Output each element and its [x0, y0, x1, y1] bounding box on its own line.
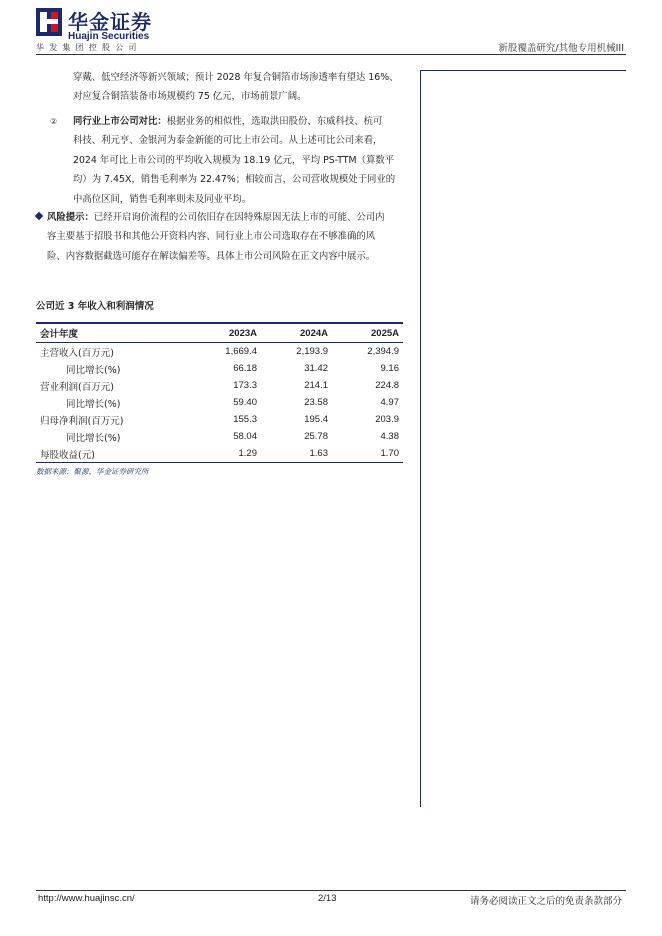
- row-label: 主营收入(百万元): [40, 347, 114, 359]
- cell-value: 9.16: [380, 363, 399, 374]
- cell-value: 203.9: [375, 414, 399, 425]
- cell-value: 1,669.4: [225, 346, 257, 357]
- table-row: [36, 394, 403, 411]
- page-number: 2/13: [318, 893, 337, 904]
- risk-lead: 风险提示：: [47, 212, 94, 223]
- cell-value: 224.8: [375, 380, 399, 391]
- peers-lead: 同行业上市公司对比：: [73, 116, 167, 127]
- footer-disclaimer: 请务必阅读正文之后的免责条款部分: [469, 896, 622, 907]
- cell-value: 23.58: [304, 397, 328, 408]
- footer-url-link[interactable]: http://www.huajinsc.cn/: [38, 893, 135, 904]
- cell-value: 1.63: [261, 445, 332, 463]
- table-row: [36, 445, 403, 463]
- cell-value: 58.04: [233, 431, 257, 442]
- row-label: 同比增长(%): [66, 398, 121, 410]
- risk-line-1: 已经开启询价流程的公司依旧存在因特殊原因无法上市的可能、公司内: [93, 212, 385, 223]
- row-label: 同比增长(%): [66, 432, 121, 444]
- cell-value: 31.42: [304, 363, 328, 374]
- cell-value: 66.18: [233, 363, 257, 374]
- table-title: 公司近 3 年收入和利润情况: [36, 301, 154, 312]
- table-row: [36, 377, 403, 394]
- paragraph-market: [73, 68, 399, 107]
- cell-value: 1.29: [190, 445, 261, 463]
- logo-text-en: Huajin Securities: [68, 31, 150, 42]
- text-line: 科技、利元亨、金银河为泰金新能的可比上市公司。从上述可比公司来看，: [73, 135, 383, 147]
- text-line: 容主要基于招股书和其他公开资料内容、同行业上市公司选取存在不够准确的风: [47, 231, 376, 243]
- sidebar-left-border: [420, 70, 421, 807]
- text-line: 2024 年可比上市公司的平均收入规模为 18.19 亿元，平均 PS-TTM（算数平: [73, 154, 395, 166]
- text-line: 均）为 7.45X，销售毛利率为 22.47%；相较而言，公司营收规模处于同业的: [73, 174, 396, 186]
- bullet-number: ②: [50, 117, 58, 126]
- paragraph-risk: [47, 208, 385, 266]
- text-line: [73, 112, 395, 131]
- group-name: 华发集团控股公司: [36, 43, 142, 52]
- cell-value: 4.38: [380, 431, 399, 442]
- header-cell: 2023A: [190, 323, 261, 343]
- cell-value: 214.1: [304, 380, 328, 391]
- financial-table: [36, 322, 403, 463]
- paragraph-peers: [73, 112, 395, 209]
- huajin-logo-icon: [36, 8, 62, 36]
- cell-value: 2,394.9: [367, 346, 399, 357]
- logo-text-cn: 华金证券: [68, 10, 152, 34]
- sidebar-top-border: [420, 70, 626, 71]
- cell-value: 195.4: [304, 414, 328, 425]
- text-line: 对应复合铜箔装备市场规模约 75 亿元，市场前景广阔。: [73, 91, 307, 103]
- header-cell: 2025A: [332, 323, 403, 343]
- text-line: [47, 208, 385, 227]
- row-label: 同比增长(%): [66, 364, 121, 376]
- cell-value: 2,193.9: [296, 346, 328, 357]
- cell-value: 4.97: [380, 397, 399, 408]
- footer-divider: [36, 890, 626, 891]
- peers-line-1: 根据业务的相似性，选取洪田股份、东威科技、杭可: [166, 116, 383, 127]
- table-header-row: [36, 323, 403, 343]
- cell-value: 155.3: [233, 414, 257, 425]
- table-row: [36, 428, 403, 445]
- cell-value: 25.78: [304, 431, 328, 442]
- cell-value: 1.70: [332, 445, 403, 463]
- row-label: 每股收益(元): [36, 445, 190, 463]
- text-line: 穿戴、低空经济等新兴领域；预计 2028 年复合铜箔市场渗透率有望达 16%、: [73, 72, 399, 83]
- row-label: 营业利润(百万元): [40, 381, 114, 393]
- text-line: 险、内容数据截选可能存在解读偏差等。具体上市公司风险在正文内容中展示。: [47, 250, 376, 262]
- table-row: [36, 343, 403, 361]
- header-cell: 会计年度: [36, 323, 190, 343]
- header-cell: 2024A: [261, 323, 332, 343]
- diamond-bullet-icon: [35, 212, 43, 220]
- table-row: [36, 411, 403, 428]
- row-label: 归母净利润(百万元): [40, 415, 124, 427]
- table-row: [36, 360, 403, 377]
- cell-value: 59.40: [233, 397, 257, 408]
- report-type: 新股覆盖研究/其他专用机械III: [498, 43, 624, 54]
- text-line: 中高位区间，销售毛利率则未及同业平均。: [73, 193, 252, 205]
- header-divider: [36, 54, 626, 55]
- table-source: 数据来源：聚源、华金证券研究所: [36, 467, 149, 476]
- cell-value: 173.3: [233, 380, 257, 391]
